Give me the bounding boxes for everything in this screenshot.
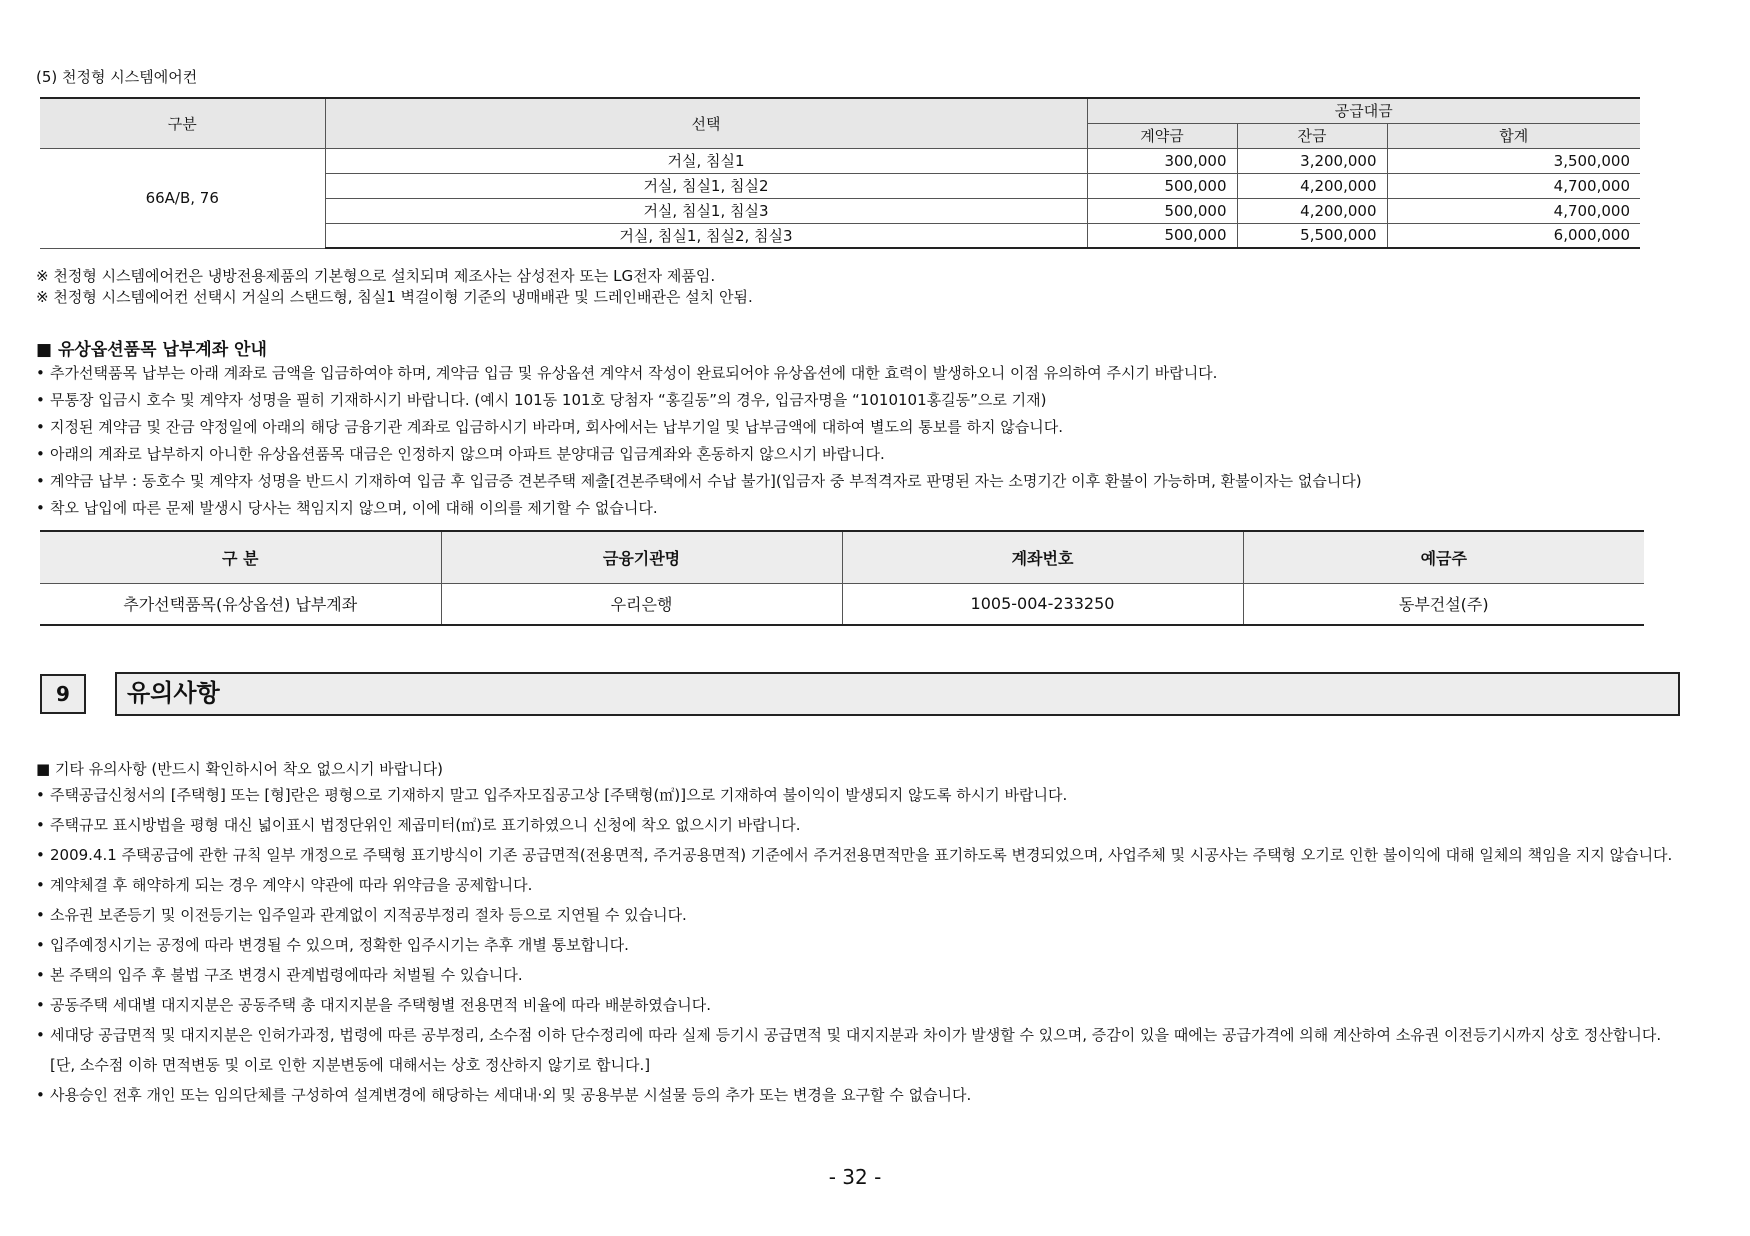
list-item: • 2009.4.1 주택공급에 관한 규칙 일부 개정으로 주택형 표기방식이 기존 공급면적(전용면적, 주거공용면적) 기준에서 주거전용면적만을 표기하도록 변경되었으며, 사업주체 및 시공사는 주택형 오기로 인한 불이익에 대해 일체의 책임을 지지 않습니다.: [36, 840, 1676, 870]
aircon-caption: (5) 천정형 시스템에어컨: [36, 68, 198, 86]
total-cell: 4,700,000: [1387, 173, 1640, 198]
selection-cell: 거실, 침실1: [325, 148, 1087, 173]
deposit-cell: 300,000: [1087, 148, 1237, 173]
note-line: ※ 천정형 시스템에어컨 선택시 거실의 스탠드형, 침실1 벽걸이형 기준의 냉매배관 및 드레인배관은 설치 안됨.: [36, 288, 753, 306]
selection-cell: 거실, 침실1, 침실2, 침실3: [325, 223, 1087, 248]
header-total: 합계: [1387, 123, 1640, 148]
table-row: [40, 583, 1644, 625]
selection-cell: 거실, 침실1, 침실2: [325, 173, 1087, 198]
total-cell: 3,500,000: [1387, 148, 1640, 173]
list-item: • 추가선택품목 납부는 아래 계좌로 금액을 입금하여야 하며, 계약금 입금 및 유상옵션 계약서 작성이 완료되어야 유상옵션에 대한 효력이 발생하오니 이점 유의하여 주시기 바랍니다.: [36, 360, 1362, 387]
list-item: • 무통장 입금시 호수 및 계약자 성명을 필히 기재하시기 바랍니다. (예시 101동 101호 당첨자 “홍길동”의 경우, 입금자명을 “1010101홍길동”으로 기재): [36, 387, 1362, 414]
list-item: • 지정된 계약금 및 잔금 약정일에 아래의 해당 금융기관 계좌로 입금하시기 바라며, 회사에서는 납부기일 및 납부금액에 대하여 별도의 통보를 하지 않습니다.: [36, 414, 1362, 441]
header-selection: 선택: [325, 98, 1087, 148]
header-supply-price: 공급대금: [1087, 98, 1640, 123]
page-number: - 32 -: [828, 1165, 882, 1189]
list-item: • 착오 납입에 따른 문제 발생시 당사는 책임지지 않으며, 이에 대해 이의를 제기할 수 없습니다.: [36, 495, 1362, 522]
header-category: 구분: [40, 98, 325, 148]
caution-subtitle: ■ 기타 유의사항 (반드시 확인하시어 착오 없으시기 바랍니다): [36, 760, 444, 778]
deposit-cell: 500,000: [1087, 173, 1237, 198]
list-item: • 공동주택 세대별 대지지분은 공동주택 총 대지지분을 주택형별 전용면적 비율에 따라 배분하였습니다.: [36, 990, 1676, 1020]
balance-cell: 4,200,000: [1237, 198, 1387, 223]
header-account-holder: 예금주: [1243, 531, 1644, 583]
header-bank: 금융기관명: [441, 531, 842, 583]
note-line: ※ 천정형 시스템에어컨은 냉방전용제품의 기본형으로 설치되며 제조사는 삼성전자 또는 LG전자 제품임.: [36, 267, 716, 285]
header-deposit: 계약금: [1087, 123, 1237, 148]
list-item: • 소유권 보존등기 및 이전등기는 입주일과 관계없이 지적공부정리 절차 등으로 지연될 수 있습니다.: [36, 900, 1676, 930]
balance-cell: 4,200,000: [1237, 173, 1387, 198]
bank-name-cell: 우리은행: [441, 583, 842, 625]
payment-section-title: ■ 유상옵션품목 납부계좌 안내: [36, 340, 267, 360]
account-holder-cell: 동부건설(주): [1243, 583, 1644, 625]
balance-cell: 3,200,000: [1237, 148, 1387, 173]
deposit-cell: 500,000: [1087, 223, 1237, 248]
account-number-cell: 1005-004-233250: [842, 583, 1243, 625]
list-item: • 세대당 공급면적 및 대지지분은 인허가과정, 법령에 따른 공부정리, 소수점 이하 단수정리에 따라 실제 등기시 공급면적 및 대지지분과 차이가 발생할 수 있으며, 증감이 있을 때에는 공급가격에 의해 계산하여 소유권 이전등기시까지 상호 정산합니다. [단, 소수점 이하 면적변동 및 이로 인한 지분변동에 대해서는 상호 정산하지 않기로 합니다.]: [36, 1020, 1676, 1080]
list-item: • 본 주택의 입주 후 불법 구조 변경시 관계법령에따라 처벌될 수 있습니다.: [36, 960, 1676, 990]
list-item: • 주택규모 표시방법을 평형 대신 넓이표시 법정단위인 제곱미터(㎡)로 표기하였으니 신청에 착오 없으시기 바랍니다.: [36, 810, 1676, 840]
type-cell: 66A/B, 76: [40, 148, 325, 248]
list-item: • 주택공급신청서의 [주택형] 또는 [형]란은 평형으로 기재하지 말고 입주자모집공고상 [주택형(㎡)]으로 기재하여 불이익이 발생되지 않도록 하시기 바랍니다.: [36, 780, 1676, 810]
list-item: • 계약금 납부 : 동호수 및 계약자 성명을 반드시 기재하여 입금 후 입금증 견본주택 제출[견본주택에서 수납 불가](입금자 중 부적격자로 판명된 자는 소명기간 이후 환불이 가능하며, 환불이자는 없습니다): [36, 468, 1362, 495]
selection-cell: 거실, 침실1, 침실3: [325, 198, 1087, 223]
payment-bullet-list: [36, 360, 1362, 522]
total-cell: 6,000,000: [1387, 223, 1640, 248]
aircon-price-table: [40, 97, 1640, 249]
total-cell: 4,700,000: [1387, 198, 1640, 223]
header-account-number: 계좌번호: [842, 531, 1243, 583]
list-item: • 사용승인 전후 개인 또는 임의단체를 구성하여 설계변경에 해당하는 세대내·외 및 공용부분 시설물 등의 추가 또는 변경을 요구할 수 없습니다.: [36, 1080, 1676, 1110]
list-item: • 계약체결 후 해약하게 되는 경우 계약시 약관에 따라 위약금을 공제합니다.: [36, 870, 1676, 900]
payment-account-table: [40, 530, 1644, 626]
list-item: • 아래의 계좌로 납부하지 아니한 유상옵션품목 대금은 인정하지 않으며 아파트 분양대금 입금계좌와 혼동하지 않으시기 바랍니다.: [36, 441, 1362, 468]
account-category-cell: 추가선택품목(유상옵션) 납부계좌: [40, 583, 441, 625]
deposit-cell: 500,000: [1087, 198, 1237, 223]
list-item: • 입주예정시기는 공정에 따라 변경될 수 있으며, 정확한 입주시기는 추후 개별 통보합니다.: [36, 930, 1676, 960]
section-heading: 유의사항: [115, 672, 1680, 716]
table-row: [40, 148, 1640, 173]
section-number-badge: 9: [40, 674, 86, 714]
aircon-notes: [36, 266, 753, 308]
balance-cell: 5,500,000: [1237, 223, 1387, 248]
header-category: 구 분: [40, 531, 441, 583]
caution-bullet-list: [36, 780, 1676, 1110]
header-balance: 잔금: [1237, 123, 1387, 148]
